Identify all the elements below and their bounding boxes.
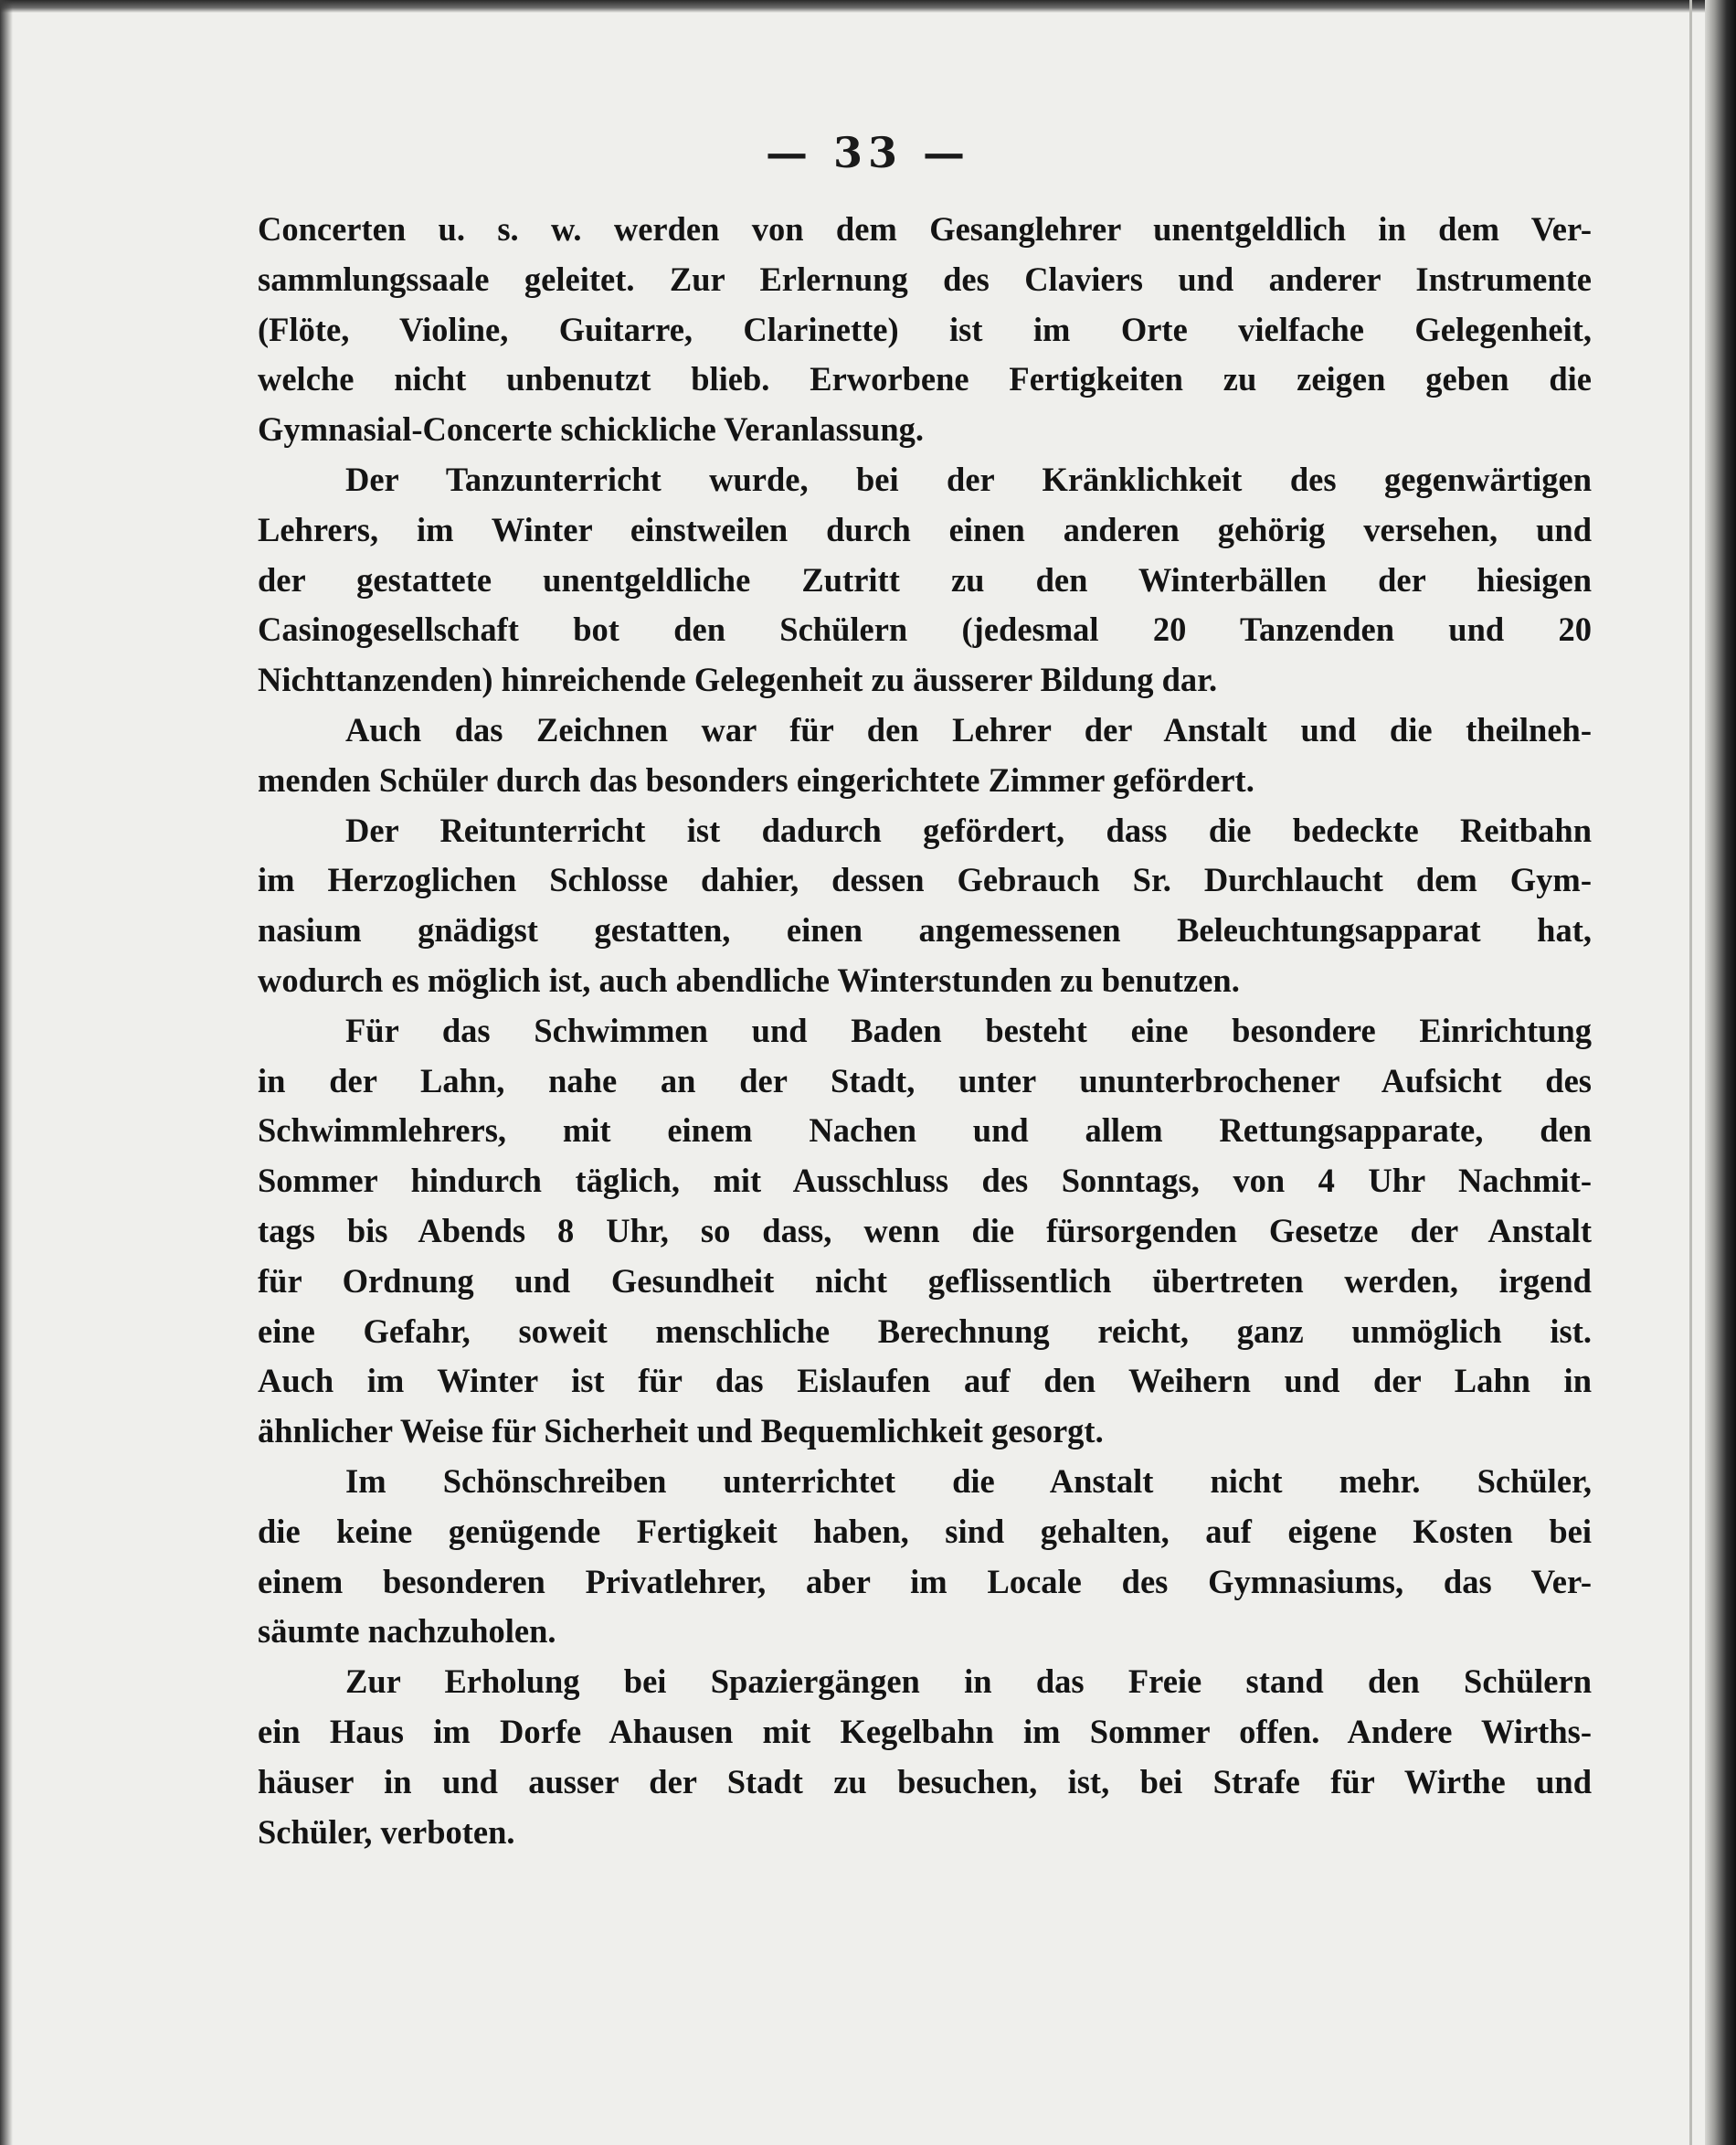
paragraph xyxy=(258,806,1592,1006)
text-line: sammlungssaale geleitet. Zur Erlernung des Claviers und anderer Instrumente xyxy=(258,260,1592,298)
text-line: Concerten u. s. w. werden von dem Gesanglehrer unentgeldlich in dem Ver- xyxy=(258,210,1592,248)
text-line: Der Reitunterricht ist dadurch gefördert, dass die bedeckte Reitbahn xyxy=(345,811,1592,849)
text-line: Im Schönschreiben unterrichtet die Anstalt nicht mehr. Schüler, xyxy=(345,1461,1592,1500)
text-line: im Herzoglichen Schlosse dahier, dessen Gebrauch Sr. Durchlaucht dem Gym- xyxy=(258,861,1592,899)
text-line: ein Haus im Dorfe Ahausen mit Kegelbahn im Sommer offen. Andere Wirths- xyxy=(258,1712,1592,1750)
paragraph xyxy=(258,1006,1592,1457)
page-number: — 33 — xyxy=(765,128,971,177)
paragraph xyxy=(258,1657,1592,1857)
text-line: Nichttanzenden) hinreichende Gelegenheit zu äusserer Bildung dar. xyxy=(258,661,1218,699)
text-line: ähnlicher Weise für Sicherheit und Bequemlichkeit gesorgt. xyxy=(258,1412,1104,1450)
text-line: der gestattete unentgeldliche Zutritt zu den Winterbällen der hiesigen xyxy=(258,560,1592,599)
scan-edge-right xyxy=(1705,0,1736,2145)
paragraph xyxy=(258,205,1592,455)
text-line: säumte nachzuholen. xyxy=(258,1612,556,1651)
text-line: die keine genügende Fertigkeit haben, sind gehalten, auf eigene Kosten bei xyxy=(258,1512,1592,1550)
text-line: (Flöte, Violine, Guitarre, Clarinette) ist im Orte vielfache Gelegenheit, xyxy=(258,310,1592,348)
page-fold-line xyxy=(1689,0,1692,2145)
text-line: welche nicht unbenutzt blieb. Erworbene Fertigkeiten zu zeigen geben die xyxy=(258,360,1592,398)
text-line: für Ordnung und Gesundheit nicht geflissentlich übertreten werden, irgend xyxy=(258,1261,1592,1300)
scan-edge-left xyxy=(0,0,13,2145)
text-line: Schwimmlehrers, mit einem Nachen und allem Rettungsapparate, den xyxy=(258,1111,1592,1150)
text-line: Für das Schwimmen und Baden besteht eine besondere Einrichtung xyxy=(345,1011,1592,1049)
text-line: Zur Erholung bei Spaziergängen in das Freie stand den Schülern xyxy=(345,1662,1592,1701)
body-text xyxy=(258,205,1592,1857)
text-line: Schüler, verboten. xyxy=(258,1812,515,1851)
text-line: Lehrers, im Winter einstweilen durch einen anderen gehörig versehen, und xyxy=(258,510,1592,548)
paragraph xyxy=(258,706,1592,806)
text-line: eine Gefahr, soweit menschliche Berechnung reicht, ganz unmöglich ist. xyxy=(258,1311,1592,1350)
text-line: in der Lahn, nahe an der Stadt, unter ununterbrochener Aufsicht des xyxy=(258,1061,1592,1099)
paragraph xyxy=(258,455,1592,706)
text-line: menden Schüler durch das besonders eingerichtete Zimmer gefördert. xyxy=(258,760,1254,799)
paragraph xyxy=(258,1457,1592,1657)
text-line: Gymnasial-Concerte schickliche Veranlassung. xyxy=(258,410,925,449)
text-line: Der Tanzunterricht wurde, bei der Kränklichkeit des gegenwärtigen xyxy=(345,460,1592,498)
text-line: einem besonderen Privatlehrer, aber im Locale des Gymnasiums, das Ver- xyxy=(258,1562,1592,1600)
text-line: Auch im Winter ist für das Eislaufen auf den Weihern und der Lahn in xyxy=(258,1362,1592,1400)
text-line: nasium gnädigst gestatten, einen angemessenen Beleuchtungsapparat hat, xyxy=(258,911,1592,950)
text-line: häuser in und ausser der Stadt zu besuchen, ist, bei Strafe für Wirthe und xyxy=(258,1762,1592,1800)
scan-edge-top xyxy=(0,0,1736,13)
text-line: Casinogesellschaft bot den Schülern (jedesmal 20 Tanzenden und 20 xyxy=(258,611,1592,649)
text-line: tags bis Abends 8 Uhr, so dass, wenn die fürsorgenden Gesetze der Anstalt xyxy=(258,1211,1592,1249)
text-line: Sommer hindurch täglich, mit Ausschluss des Sonntags, von 4 Uhr Nachmit- xyxy=(258,1162,1592,1200)
text-line: Auch das Zeichnen war für den Lehrer der Anstalt und die theilneh- xyxy=(345,710,1592,749)
text-line: wodurch es möglich ist, auch abendliche Winterstunden zu benutzen. xyxy=(258,961,1240,999)
